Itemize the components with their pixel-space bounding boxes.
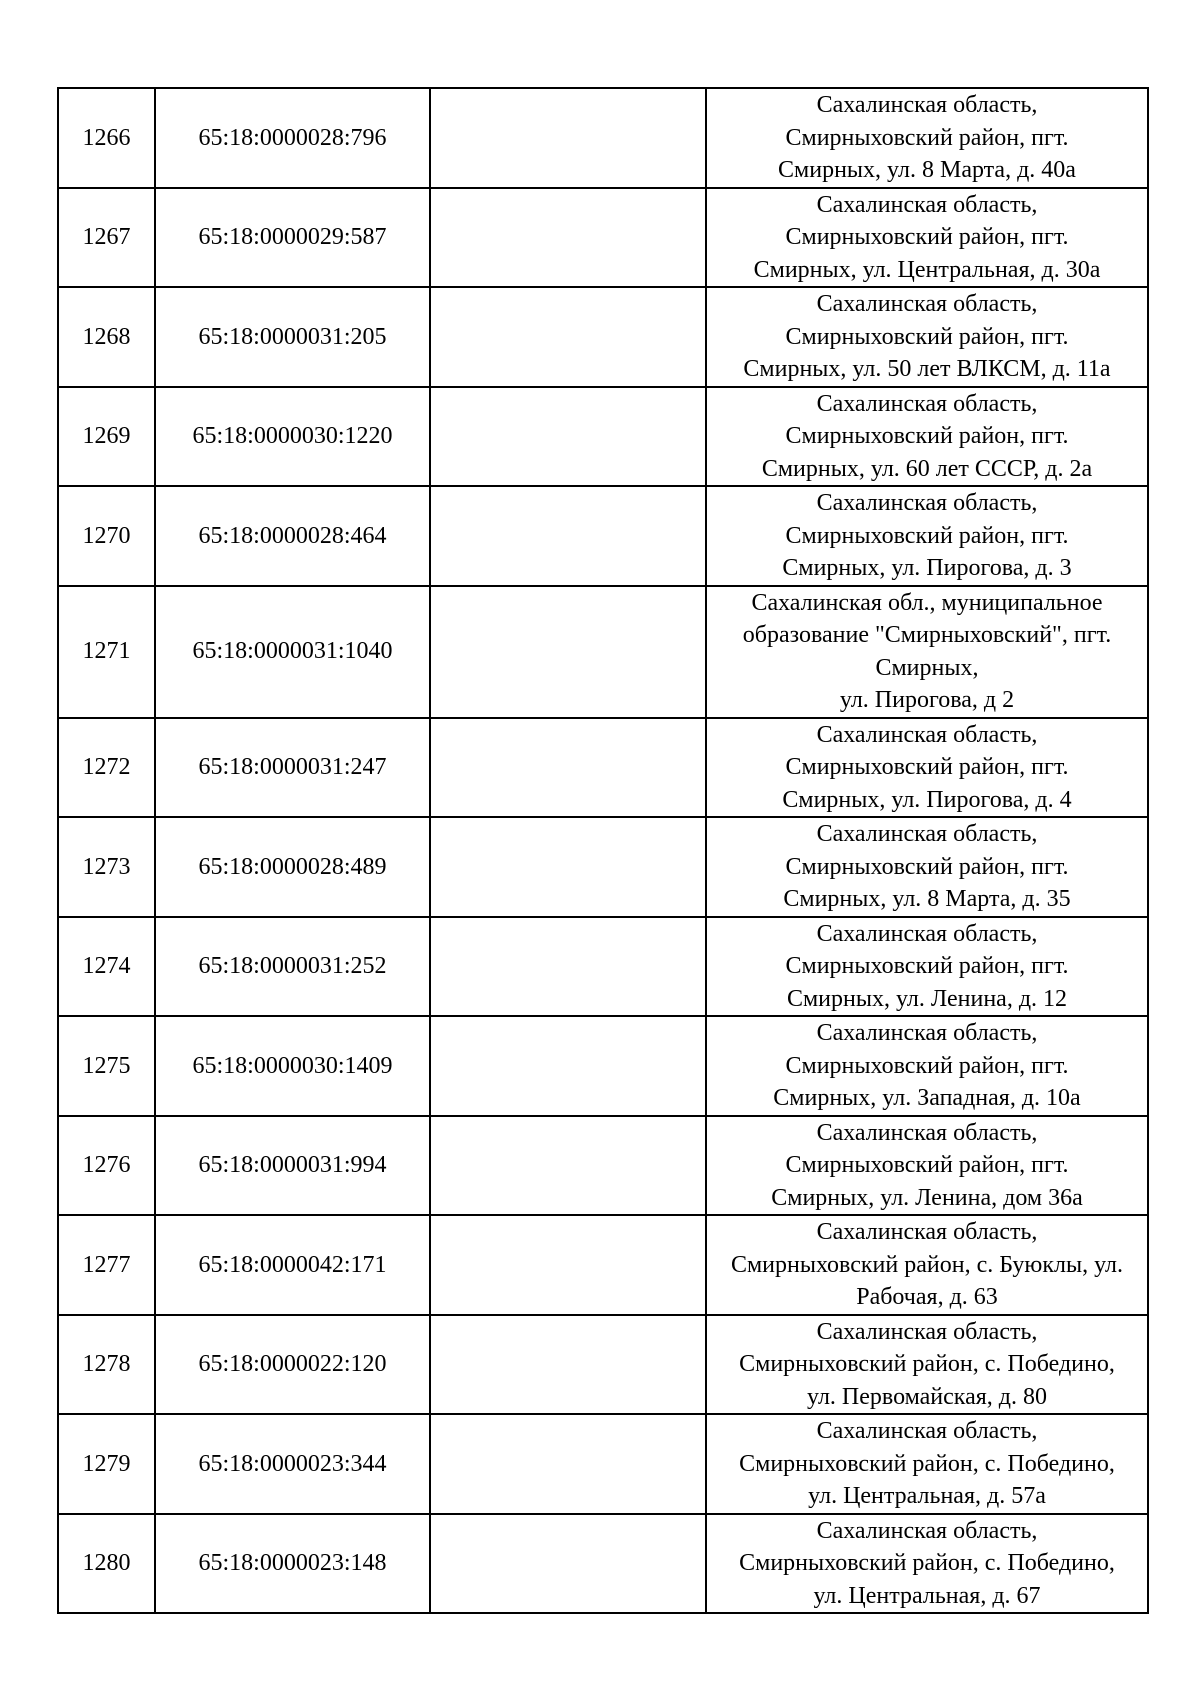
address-line: Сахалинская область,: [816, 191, 1038, 218]
empty-cell: [430, 1016, 706, 1116]
table-row: [58, 1514, 1148, 1614]
cadastral-number-cell: 65:18:0000042:171: [155, 1215, 430, 1315]
row-number-cell: 1266: [58, 88, 155, 188]
address-cell: [706, 1315, 1148, 1415]
address-line: Смирных, ул. Пирогова, д. 3: [782, 555, 1072, 581]
table-row: [58, 88, 1148, 188]
address-line: Смирных, ул. Ленина, дом 36а: [771, 1184, 1083, 1211]
row-number-cell: 1277: [58, 1215, 155, 1315]
row-number-cell: 1279: [58, 1414, 155, 1514]
address-line: Смирныховский район, пгт.: [785, 853, 1069, 880]
address-line: Сахалинская область,: [816, 1020, 1038, 1046]
table-row: [58, 1215, 1148, 1315]
address-cell: [706, 1514, 1148, 1614]
cadastral-number-cell: 65:18:0000028:796: [155, 88, 430, 188]
address-cell: [706, 917, 1148, 1017]
address-line: ул. Пирогова, д 2: [839, 687, 1015, 713]
row-number-cell: 1276: [58, 1116, 155, 1216]
address-line: Сахалинская область,: [816, 92, 1038, 118]
address-line: Смирныховский район, пгт.: [785, 754, 1069, 780]
row-number-cell: 1270: [58, 486, 155, 586]
address-line: Смирных, ул. Ленина, д. 12: [786, 985, 1068, 1012]
address-line: Сахалинская область,: [816, 390, 1038, 417]
address-line: Смирныховский район, с. Победино,: [739, 1550, 1115, 1576]
address-line: образование "Смирныховский", пгт.: [742, 622, 1112, 648]
empty-cell: [430, 188, 706, 288]
address-cell: [706, 586, 1148, 718]
empty-cell: [430, 88, 706, 188]
cadastral-number-cell: 65:18:0000022:120: [155, 1315, 430, 1415]
address-line: Сахалинская область,: [816, 821, 1038, 847]
registry-table-body: [58, 88, 1148, 1613]
empty-cell: [430, 1514, 706, 1614]
address-line: ул. Центральная, д. 67: [813, 1582, 1041, 1609]
address-cell: [706, 88, 1148, 188]
address-line: Смирных, ул. Западная, д. 10а: [773, 1085, 1081, 1111]
address-cell: [706, 817, 1148, 917]
row-number-cell: 1267: [58, 188, 155, 288]
address-line: Сахалинская область,: [816, 1119, 1038, 1146]
address-line: Сахалинская область,: [816, 490, 1038, 516]
row-number-cell: 1274: [58, 917, 155, 1017]
address-line: Смирных,: [875, 654, 979, 681]
address-line: Смирныховский район, с. Буюклы, ул.: [730, 1251, 1124, 1278]
address-line: Рабочая, д. 63: [856, 1284, 998, 1310]
address-line: ул. Центральная, д. 57а: [808, 1483, 1046, 1509]
table-row: [58, 817, 1148, 917]
address-cell: [706, 718, 1148, 818]
address-cell: [706, 1414, 1148, 1514]
cadastral-number-cell: 65:18:0000023:344: [155, 1414, 430, 1514]
address-line: Сахалинская область,: [816, 1318, 1038, 1345]
table-row: [58, 1315, 1148, 1415]
address-cell: [706, 486, 1148, 586]
empty-cell: [430, 817, 706, 917]
row-number-cell: 1268: [58, 287, 155, 387]
row-number-cell: 1280: [58, 1514, 155, 1614]
cadastral-number-cell: 65:18:0000029:587: [155, 188, 430, 288]
table-row: [58, 718, 1148, 818]
row-number-cell: 1272: [58, 718, 155, 818]
address-line: Смирных, ул. 60 лет СССР, д. 2а: [761, 455, 1093, 482]
address-line: Смирных, ул. Пирогова, д. 4: [782, 786, 1072, 813]
address-line: Смирных, ул. Центральная, д. 30а: [753, 256, 1101, 283]
address-line: Смирныховский район, пгт.: [785, 522, 1069, 549]
empty-cell: [430, 718, 706, 818]
address-line: Смирныховский район, пгт.: [785, 323, 1069, 350]
address-line: Смирныховский район, пгт.: [785, 953, 1069, 979]
table-row: [58, 1414, 1148, 1514]
empty-cell: [430, 486, 706, 586]
address-line: Смирныховский район, пгт.: [785, 1052, 1069, 1079]
row-number-cell: 1269: [58, 387, 155, 487]
address-line: Сахалинская область,: [816, 721, 1038, 748]
empty-cell: [430, 1315, 706, 1415]
cadastral-number-cell: 65:18:0000031:205: [155, 287, 430, 387]
empty-cell: [430, 1414, 706, 1514]
address-line: Смирных, ул. 8 Марта, д. 40а: [778, 157, 1076, 183]
cadastral-number-cell: 65:18:0000023:148: [155, 1514, 430, 1614]
address-line: Сахалинская область,: [816, 920, 1038, 947]
empty-cell: [430, 387, 706, 487]
empty-cell: [430, 917, 706, 1017]
cadastral-number-cell: 65:18:0000028:489: [155, 817, 430, 917]
address-line: Смирныховский район, пгт.: [785, 423, 1069, 449]
empty-cell: [430, 1215, 706, 1315]
address-line: Смирныховский район, пгт.: [785, 224, 1069, 250]
cadastral-number-cell: 65:18:0000030:1409: [155, 1016, 430, 1116]
address-cell: [706, 1016, 1148, 1116]
cadastral-number-cell: 65:18:0000031:252: [155, 917, 430, 1017]
row-number-cell: 1271: [58, 586, 155, 718]
address-line: Сахалинская область,: [816, 1517, 1038, 1544]
table-row: [58, 1116, 1148, 1216]
empty-cell: [430, 1116, 706, 1216]
cadastral-number-cell: 65:18:0000031:994: [155, 1116, 430, 1216]
address-line: Сахалинская область,: [816, 291, 1038, 317]
table-row: [58, 586, 1148, 718]
row-number-cell: 1273: [58, 817, 155, 917]
address-line: Смирныховский район, пгт.: [785, 124, 1069, 151]
address-cell: [706, 287, 1148, 387]
address-cell: [706, 387, 1148, 487]
address-line: Сахалинская область,: [816, 1418, 1038, 1444]
cadastral-number-cell: 65:18:0000031:1040: [155, 586, 430, 718]
row-number-cell: 1278: [58, 1315, 155, 1415]
empty-cell: [430, 586, 706, 718]
table-row: [58, 188, 1148, 288]
address-line: Сахалинская обл., муниципальное: [751, 589, 1103, 616]
cadastral-number-cell: 65:18:0000028:464: [155, 486, 430, 586]
table-row: [58, 287, 1148, 387]
address-cell: [706, 188, 1148, 288]
empty-cell: [430, 287, 706, 387]
registry-table: [57, 87, 1149, 1614]
table-row: [58, 917, 1148, 1017]
table-row: [58, 1016, 1148, 1116]
cadastral-number-cell: 65:18:0000031:247: [155, 718, 430, 818]
address-cell: [706, 1215, 1148, 1315]
address-line: Смирныховский район, с. Победино,: [739, 1450, 1115, 1477]
address-line: Смирных, ул. 50 лет ВЛКСМ, д. 11а: [743, 356, 1111, 382]
cadastral-number-cell: 65:18:0000030:1220: [155, 387, 430, 487]
address-line: Смирных, ул. 8 Марта, д. 35: [783, 886, 1071, 912]
row-number-cell: 1275: [58, 1016, 155, 1116]
address-line: Сахалинская область,: [816, 1219, 1038, 1245]
address-line: Смирныховский район, с. Победино,: [739, 1351, 1115, 1377]
table-row: [58, 486, 1148, 586]
address-line: Смирныховский район, пгт.: [785, 1152, 1069, 1178]
table-row: [58, 387, 1148, 487]
address-line: ул. Первомайская, д. 80: [807, 1383, 1047, 1410]
address-cell: [706, 1116, 1148, 1216]
